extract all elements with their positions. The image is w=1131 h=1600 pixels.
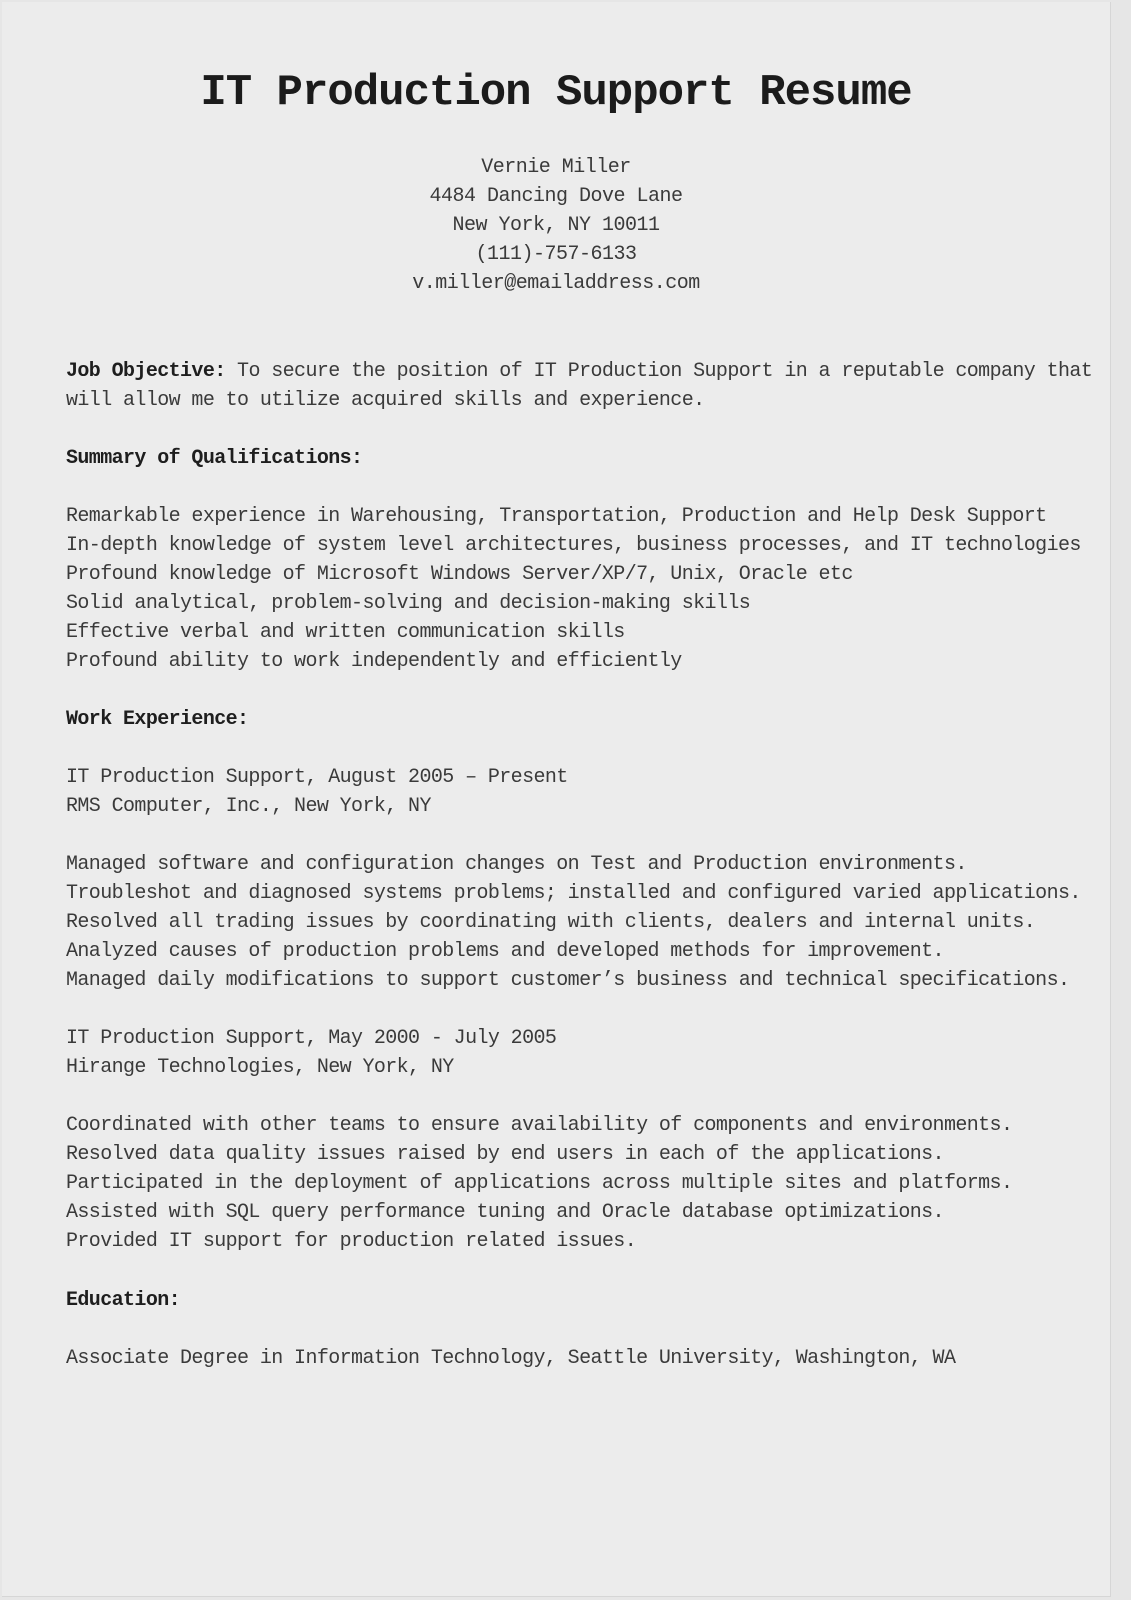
page-title: IT Production Support Resume bbox=[200, 68, 912, 118]
experience-section bbox=[66, 705, 1081, 1256]
qualifications-section bbox=[66, 444, 1081, 676]
qualification-item: Profound knowledge of Microsoft Windows Server/XP/7, Unix, Oracle etc bbox=[66, 563, 853, 586]
education-entry: Associate Degree in Information Technology, Seattle University, Washington, WA bbox=[66, 1347, 956, 1370]
job-company: Hirange Technologies, New York, NY bbox=[66, 1056, 454, 1079]
qualification-item: In-depth knowledge of system level architectures, business processes, and IT technologies bbox=[66, 534, 1081, 557]
contact-street: 4484 Dancing Dove Lane bbox=[429, 185, 683, 208]
job-duty: Resolved all trading issues by coordinating with clients, dealers and internal units. bbox=[66, 911, 1036, 934]
job-duty: Managed daily modifications to support customer’s business and technical specifications. bbox=[66, 969, 1070, 992]
job-duty: Provided IT support for production related issues. bbox=[66, 1230, 637, 1253]
education-section bbox=[66, 1286, 1066, 1373]
objective-text-line2: will allow me to utilize acquired skills and experience. bbox=[66, 389, 705, 412]
job-title-dates: IT Production Support, August 2005 – Present bbox=[66, 766, 568, 789]
resume-page bbox=[2, 2, 1111, 1597]
contact-city: New York, NY 10011 bbox=[452, 214, 660, 237]
contact-name: Vernie Miller bbox=[481, 156, 631, 179]
job-duty: Managed software and configuration changes on Test and Production environments. bbox=[66, 853, 967, 876]
qualifications-heading: Summary of Qualifications: bbox=[66, 447, 363, 470]
contact-block bbox=[2, 153, 1110, 298]
qualification-item: Profound ability to work independently and efficiently bbox=[66, 650, 682, 673]
job-duty: Coordinated with other teams to ensure availability of components and environments. bbox=[66, 1114, 1013, 1137]
qualification-item: Effective verbal and written communication skills bbox=[66, 621, 625, 644]
contact-phone: (111)-757-6133 bbox=[475, 243, 637, 266]
education-heading: Education: bbox=[66, 1289, 181, 1312]
qualification-item: Remarkable experience in Warehousing, Transportation, Production and Help Desk Support bbox=[66, 505, 1047, 528]
job-duty: Participated in the deployment of applications across multiple sites and platforms. bbox=[66, 1172, 1013, 1195]
objective-section bbox=[66, 357, 1093, 415]
job-duty: Analyzed causes of production problems and developed methods for improvement. bbox=[66, 940, 944, 963]
job-company: RMS Computer, Inc., New York, NY bbox=[66, 795, 431, 818]
job-duty: Assisted with SQL query performance tuning and Oracle database optimizations. bbox=[66, 1201, 944, 1224]
job-title-dates: IT Production Support, May 2000 - July 2005 bbox=[66, 1027, 557, 1050]
job-duty: Resolved data quality issues raised by end users in each of the applications. bbox=[66, 1143, 944, 1166]
contact-email: v.miller@emailaddress.com bbox=[412, 272, 700, 295]
job-duty: Troubleshot and diagnosed systems problems; installed and configured varied applications. bbox=[66, 882, 1081, 905]
experience-heading: Work Experience: bbox=[66, 708, 249, 731]
objective-label: Job Objective: bbox=[66, 360, 226, 383]
qualification-item: Solid analytical, problem-solving and decision-making skills bbox=[66, 592, 751, 615]
objective-text-line1: To secure the position of IT Production Support in a reputable company that bbox=[237, 360, 1093, 383]
